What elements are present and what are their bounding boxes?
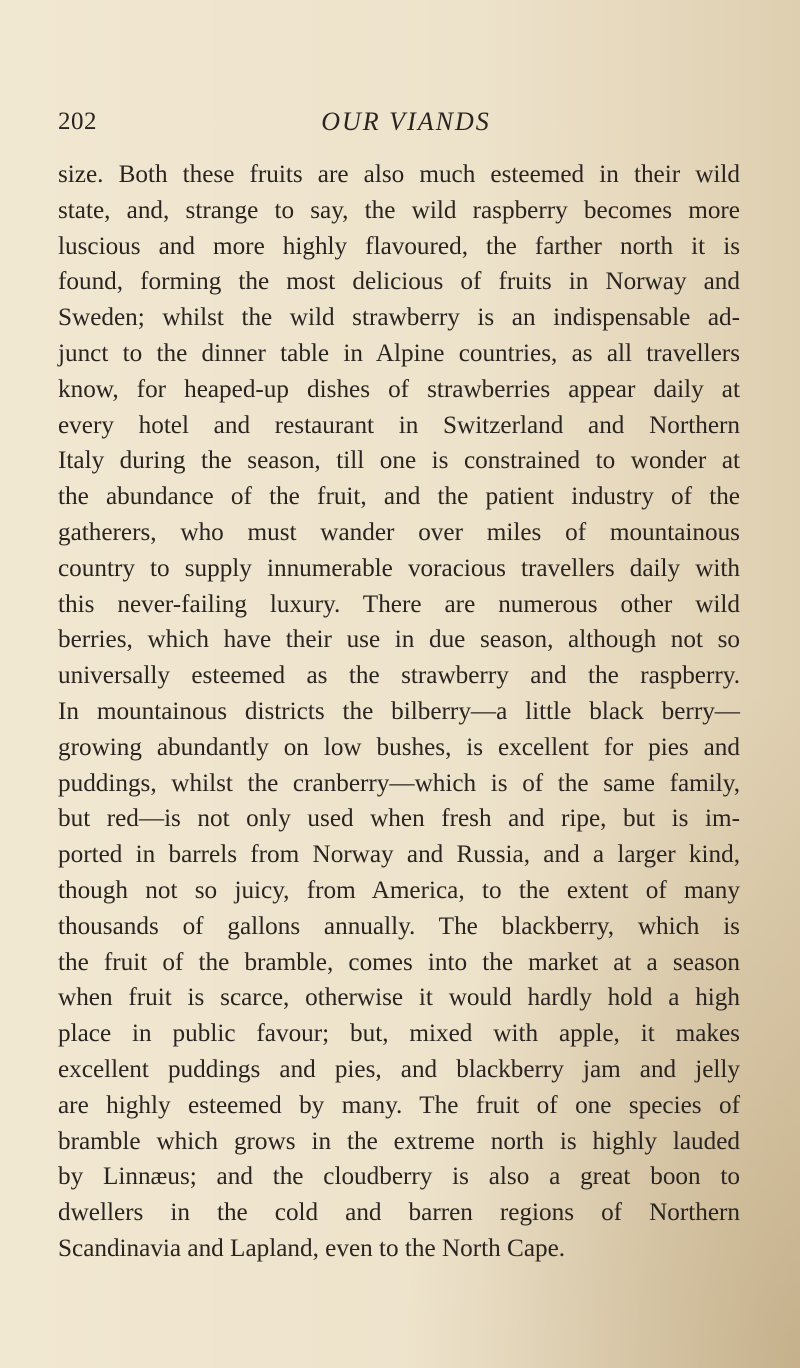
text-line: this never-failing luxury. There are numerous other wild [58,590,740,618]
running-head: OUR VIANDS [321,107,491,136]
text-line: country to supply innumerable voracious travellers daily with [58,554,740,582]
text-line: Sweden; whilst the wild strawberry is an indispensable ad- [58,304,740,332]
text-line: know, for heaped-up dishes of strawberries appear daily at [58,375,740,403]
body-text [58,157,740,1267]
text-line: when fruit is scarce, otherwise it would hardly hold a high [58,984,740,1012]
text-line: found, forming the most delicious of fruits in Norway and [58,268,740,296]
text-line: the fruit of the bramble, comes into the market at a season [58,948,740,976]
text-line: excellent puddings and pies, and blackberry jam and jelly [58,1055,740,1083]
text-line: Scandinavia and Lapland, even to the North Cape. [58,1234,566,1262]
text-line: Italy during the season, till one is constrained to wonder at [58,447,740,475]
text-line: by Linnæus; and the cloudberry is also a great boon to [58,1163,740,1191]
text-line: berries, which have their use in due season, although not so [58,626,740,654]
text-line: gatherers, who must wander over miles of mountainous [58,518,740,546]
text-line: puddings, whilst the cranberry—which is of the same family, [58,769,740,797]
text-line: dwellers in the cold and barren regions of Northern [58,1199,740,1227]
page-header [58,104,740,140]
text-line: are highly esteemed by many. The fruit of one species of [58,1091,740,1119]
page-number: 202 [58,108,97,135]
text-line: In mountainous districts the bilberry—a little black berry— [58,697,740,725]
text-line: size. Both these fruits are also much esteemed in their wild [58,161,740,188]
text-line: universally esteemed as the strawberry and the raspberry. [58,662,740,690]
text-line: thousands of gallons annually. The blackberry, which is [58,912,740,940]
text-line: the abundance of the fruit, and the patient industry of the [58,483,740,511]
text-line: though not so juicy, from America, to the extent of many [58,876,740,904]
text-line: ported in barrels from Norway and Russia, and a larger kind, [58,841,740,869]
text-line: growing abundantly on low bushes, is excellent for pies and [58,733,740,761]
text-line: luscious and more highly flavoured, the farther north it is [58,232,740,260]
text-line: bramble which grows in the extreme north is highly lauded [58,1127,740,1155]
text-line: state, and, strange to say, the wild raspberry becomes more [58,196,740,224]
text-line: every hotel and restaurant in Switzerland and Northern [58,411,740,439]
text-line: junct to the dinner table in Alpine countries, as all travellers [58,339,740,367]
text-line: place in public favour; but, mixed with apple, it makes [58,1020,740,1048]
text-line: but red—is not only used when fresh and ripe, but is im- [58,805,740,833]
